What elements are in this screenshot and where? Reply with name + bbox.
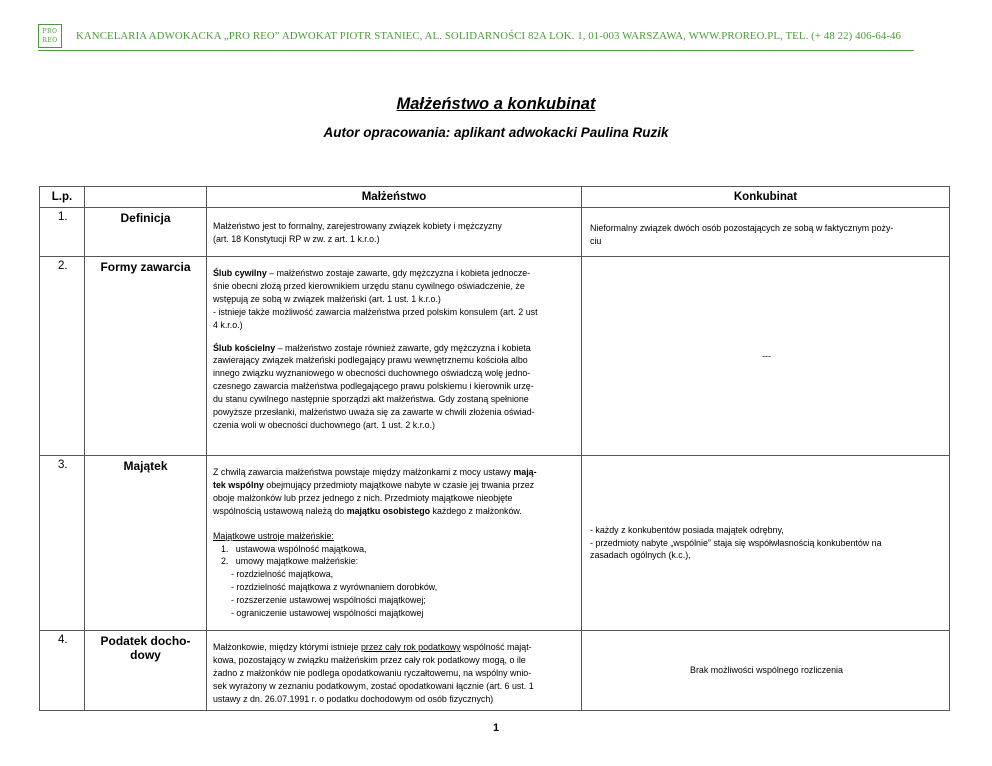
letterhead-text: KANCELARIA ADWOKACKA „PRO REO” ADWOKAT PIOTR STANIEC, AL. SOLIDARNOŚCI 82A LOK. 1, 01-003 WARSZAWA, WWW.PROREO.PL, TEL. (+ 48 22) 406-64-46	[76, 30, 902, 42]
header-malzenstwo: Małżeństwo	[207, 187, 582, 208]
header-konkubinat: Konkubinat	[582, 187, 950, 208]
table-row	[40, 257, 950, 456]
comparison-table	[39, 186, 950, 711]
document-title: Małżeństwo a konkubinat	[396, 95, 596, 113]
row-number: 3.	[40, 456, 85, 631]
row-topic: Definicja	[85, 208, 207, 257]
konkubinat-cell: Nieformalny związek dwóch osób pozostających ze sobą w faktycznym poży- ciu	[582, 208, 950, 257]
malzenstwo-cell: Małżonkowie, między którymi istnieje przez cały rok podatkowy wspólność mająt- kowa, pozostający w związku małżeńskim przez cały rok podatkowy mogą, o ile żadno z małżonków nie podlega opodatkowaniu ryczałtowemu, na wspólny wnio- sek wyrażony w zeznaniu podatkowym, zostać opodatkowani łącznie (art. 6 ust. 1 ustawy z dn. 26.07.1991 r. o podatku dochodowym od osób fizycznych)	[207, 631, 582, 711]
table-row	[40, 631, 950, 711]
letterhead	[38, 24, 914, 51]
row-number: 2.	[40, 257, 85, 456]
document-subtitle: Autor opracowania: aplikant adwokacki Paulina Ruzik	[323, 125, 669, 140]
table-row	[40, 208, 950, 257]
konkubinat-cell: Brak możliwości wspólnego rozliczenia	[582, 631, 950, 711]
table-header-row	[40, 187, 950, 208]
page-number: 1	[492, 722, 500, 734]
header-topic	[85, 187, 207, 208]
row-topic: Majątek	[85, 456, 207, 631]
malzenstwo-cell: Ślub cywilny – małżeństwo zostaje zawarte, gdy mężczyzna i kobieta jednocze- śnie obecni złożą przed kierownikiem urzędu stanu cywilnego oświadczenie, że wstępują ze sobą w związek małżeński (art. 1 ust. 1 k.r.o.) - istnieje także możliwość zawarcia małżeństwa przed polskim konsulem (art. 2 ust 4 k.r.o.) Ślub kościelny – małżeństwo zostaje również zawarte, gdy mężczyzna i kobieta zawierający związek małżeński podlegający prawu wewnętrznemu kościoła albo innego związku wyznaniowego w obecności duchownego oświadczą wolę jedno- czesnego zawarcia małżeństwa podlegającego prawu polskiemu i kierownik urzę- du stanu cywilnego następnie sporządzi akt małżeństwa. Gdy zostaną spełnione powyższe przesłanki, małżeństwo uważa się za zawarte w chwili złożenia oświad- czenia woli w obecności duchownego (art. 1 ust. 2 k.r.o.)	[207, 257, 582, 456]
table-row	[40, 456, 950, 631]
konkubinat-cell: ---	[582, 257, 950, 456]
row-number: 4.	[40, 631, 85, 711]
konkubinat-cell: - każdy z konkubentów posiada majątek odrębny, - przedmioty nabyte „wspólnie” staja się współwłasnością konkubentów na zasadach ogólnych (k.c.),	[582, 456, 950, 631]
header-lp: L.p.	[40, 187, 85, 208]
firm-logo: PRO REO	[38, 24, 62, 48]
row-topic: Podatek docho- dowy	[85, 631, 207, 711]
row-topic: Formy zawarcia	[85, 257, 207, 456]
malzenstwo-cell: Małżeństwo jest to formalny, zarejestrowany związek kobiety i mężczyzny (art. 18 Konstytucji RP w zw. z art. 1 k.r.o.)	[207, 208, 582, 257]
malzenstwo-cell: Z chwilą zawarcia małżeństwa powstaje między małżonkami z mocy ustawy mają- tek wspólny obejmujący przedmioty majątkowe nabyte w czasie jej trwania przez oboje małżonków lub przez jednego z nich. Przedmioty majątkowe nieobjęte wspólnością ustawową należą do majątku osobistego każdego z małżonków. Majątkowe ustroje małżeńskie: 1. ustawowa wspólność majątkowa, 2. umowy majątkowe małżeńskie: - rozdzielność majątkowa, - rozdzielność majątkowa z wyrównaniem dorobków, - rozszerzenie ustawowej wspólności majątkowej; - ograniczenie ustawowej wspólności majątkowej	[207, 456, 582, 631]
row-number: 1.	[40, 208, 85, 257]
